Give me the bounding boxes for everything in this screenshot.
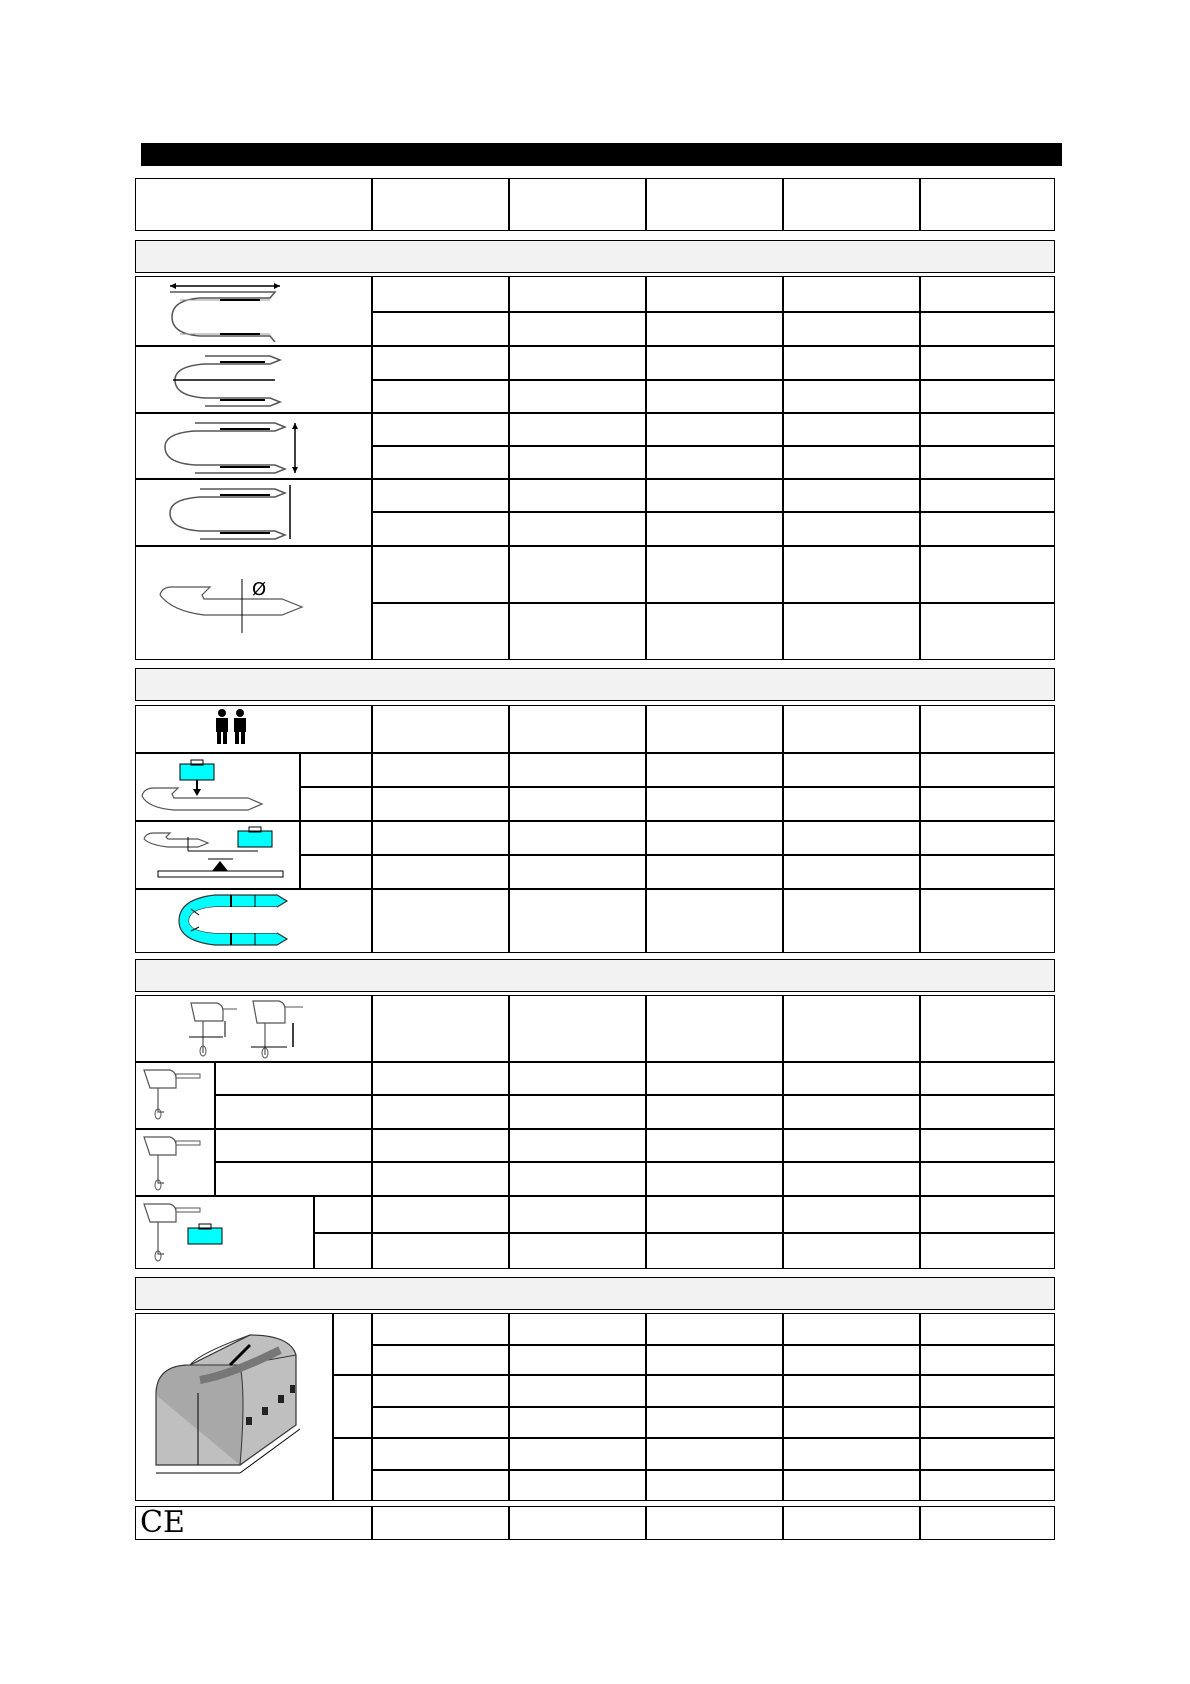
tube-diameter-icon [152,575,312,635]
engine-weight-icon [140,1198,250,1264]
boat-inner-width-icon [160,483,300,541]
outboard-short-icon [140,1064,210,1124]
svg-text:Ø: Ø [252,579,267,600]
outboard-long-icon [140,1131,210,1193]
section-band-capacity [135,668,1055,701]
air-chambers-icon [175,891,305,949]
ce-mark-icon: CE [140,1505,185,1540]
transom-icon [187,997,311,1059]
boat-inner-length-icon [165,350,295,410]
section-band-engine [135,959,1055,992]
boat-width-icon [155,417,305,477]
boat-length-icon [160,282,290,342]
max-load-icon [138,758,268,818]
header-row [135,178,1055,231]
header-bar [141,143,1062,166]
package-icon [150,1325,310,1475]
balance-load-icon [138,823,298,885]
section-band-dimensions [135,240,1055,273]
section-band-packing [135,1277,1055,1310]
ce-row [135,1506,1055,1540]
persons-icon [213,708,249,746]
